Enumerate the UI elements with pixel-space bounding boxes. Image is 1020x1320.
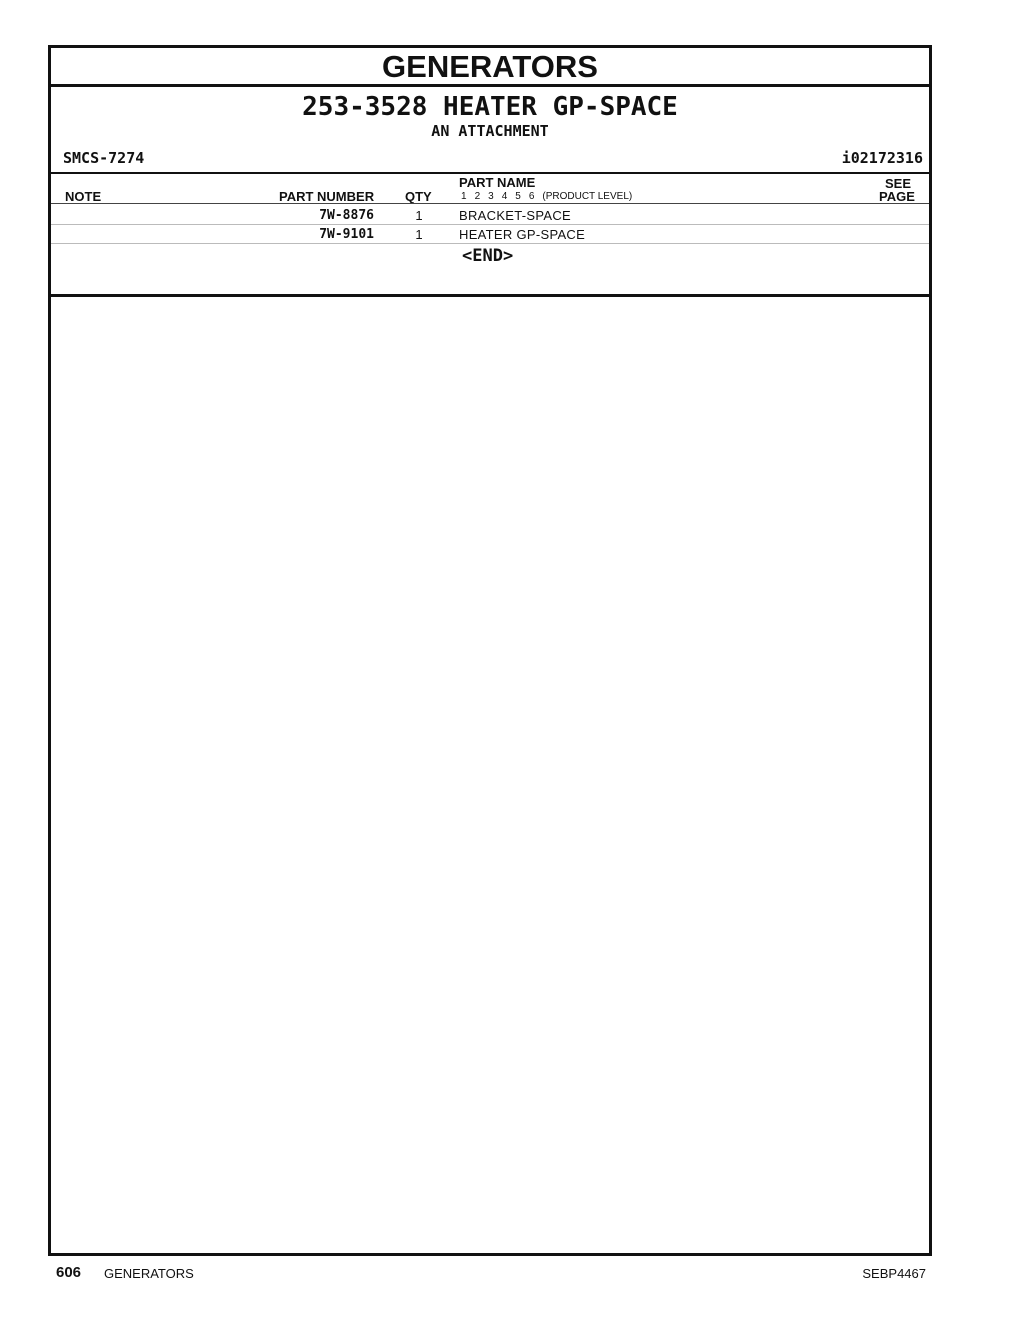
group-subtitle: AN ATTACHMENT <box>431 122 549 140</box>
row-divider <box>51 243 929 244</box>
column-see: SEE <box>885 176 912 191</box>
page-frame <box>48 45 932 1256</box>
quantity: 1 <box>415 227 423 242</box>
product-level-label: (PRODUCT LEVEL) <box>542 191 633 202</box>
end-marker: <END> <box>462 246 514 266</box>
section-title: GENERATORS <box>51 48 929 87</box>
illustration-id: i02172316 <box>841 149 923 167</box>
product-levels <box>461 191 640 202</box>
column-part-name: PART NAME <box>459 175 536 190</box>
group-bottom-border <box>51 294 929 297</box>
part-name: HEATER GP-SPACE <box>459 227 586 242</box>
level-3: 3 <box>488 191 494 202</box>
level-2: 2 <box>474 191 481 202</box>
level-6: 6 <box>528 191 535 202</box>
level-4: 4 <box>501 191 508 202</box>
level-5: 5 <box>515 191 521 202</box>
row-divider <box>51 224 929 225</box>
column-note: NOTE <box>65 189 102 204</box>
header-bottom-line <box>51 203 929 204</box>
part-number: 7W-9101 <box>319 227 374 242</box>
group-title: 253-3528 HEATER GP-SPACE <box>302 92 678 122</box>
column-part-number: PART NUMBER <box>279 189 375 204</box>
part-name: BRACKET-SPACE <box>459 208 572 223</box>
column-page: PAGE <box>879 189 915 204</box>
level-1: 1 <box>461 191 467 202</box>
column-qty: QTY <box>405 189 432 204</box>
footer-section: GENERATORS <box>104 1266 194 1281</box>
document-id: SEBP4467 <box>862 1266 926 1281</box>
smcs-code: SMCS-7274 <box>63 149 145 167</box>
header-divider <box>51 172 929 174</box>
page-number: 606 <box>56 1264 82 1281</box>
part-number: 7W-8876 <box>319 208 374 223</box>
quantity: 1 <box>415 208 423 223</box>
